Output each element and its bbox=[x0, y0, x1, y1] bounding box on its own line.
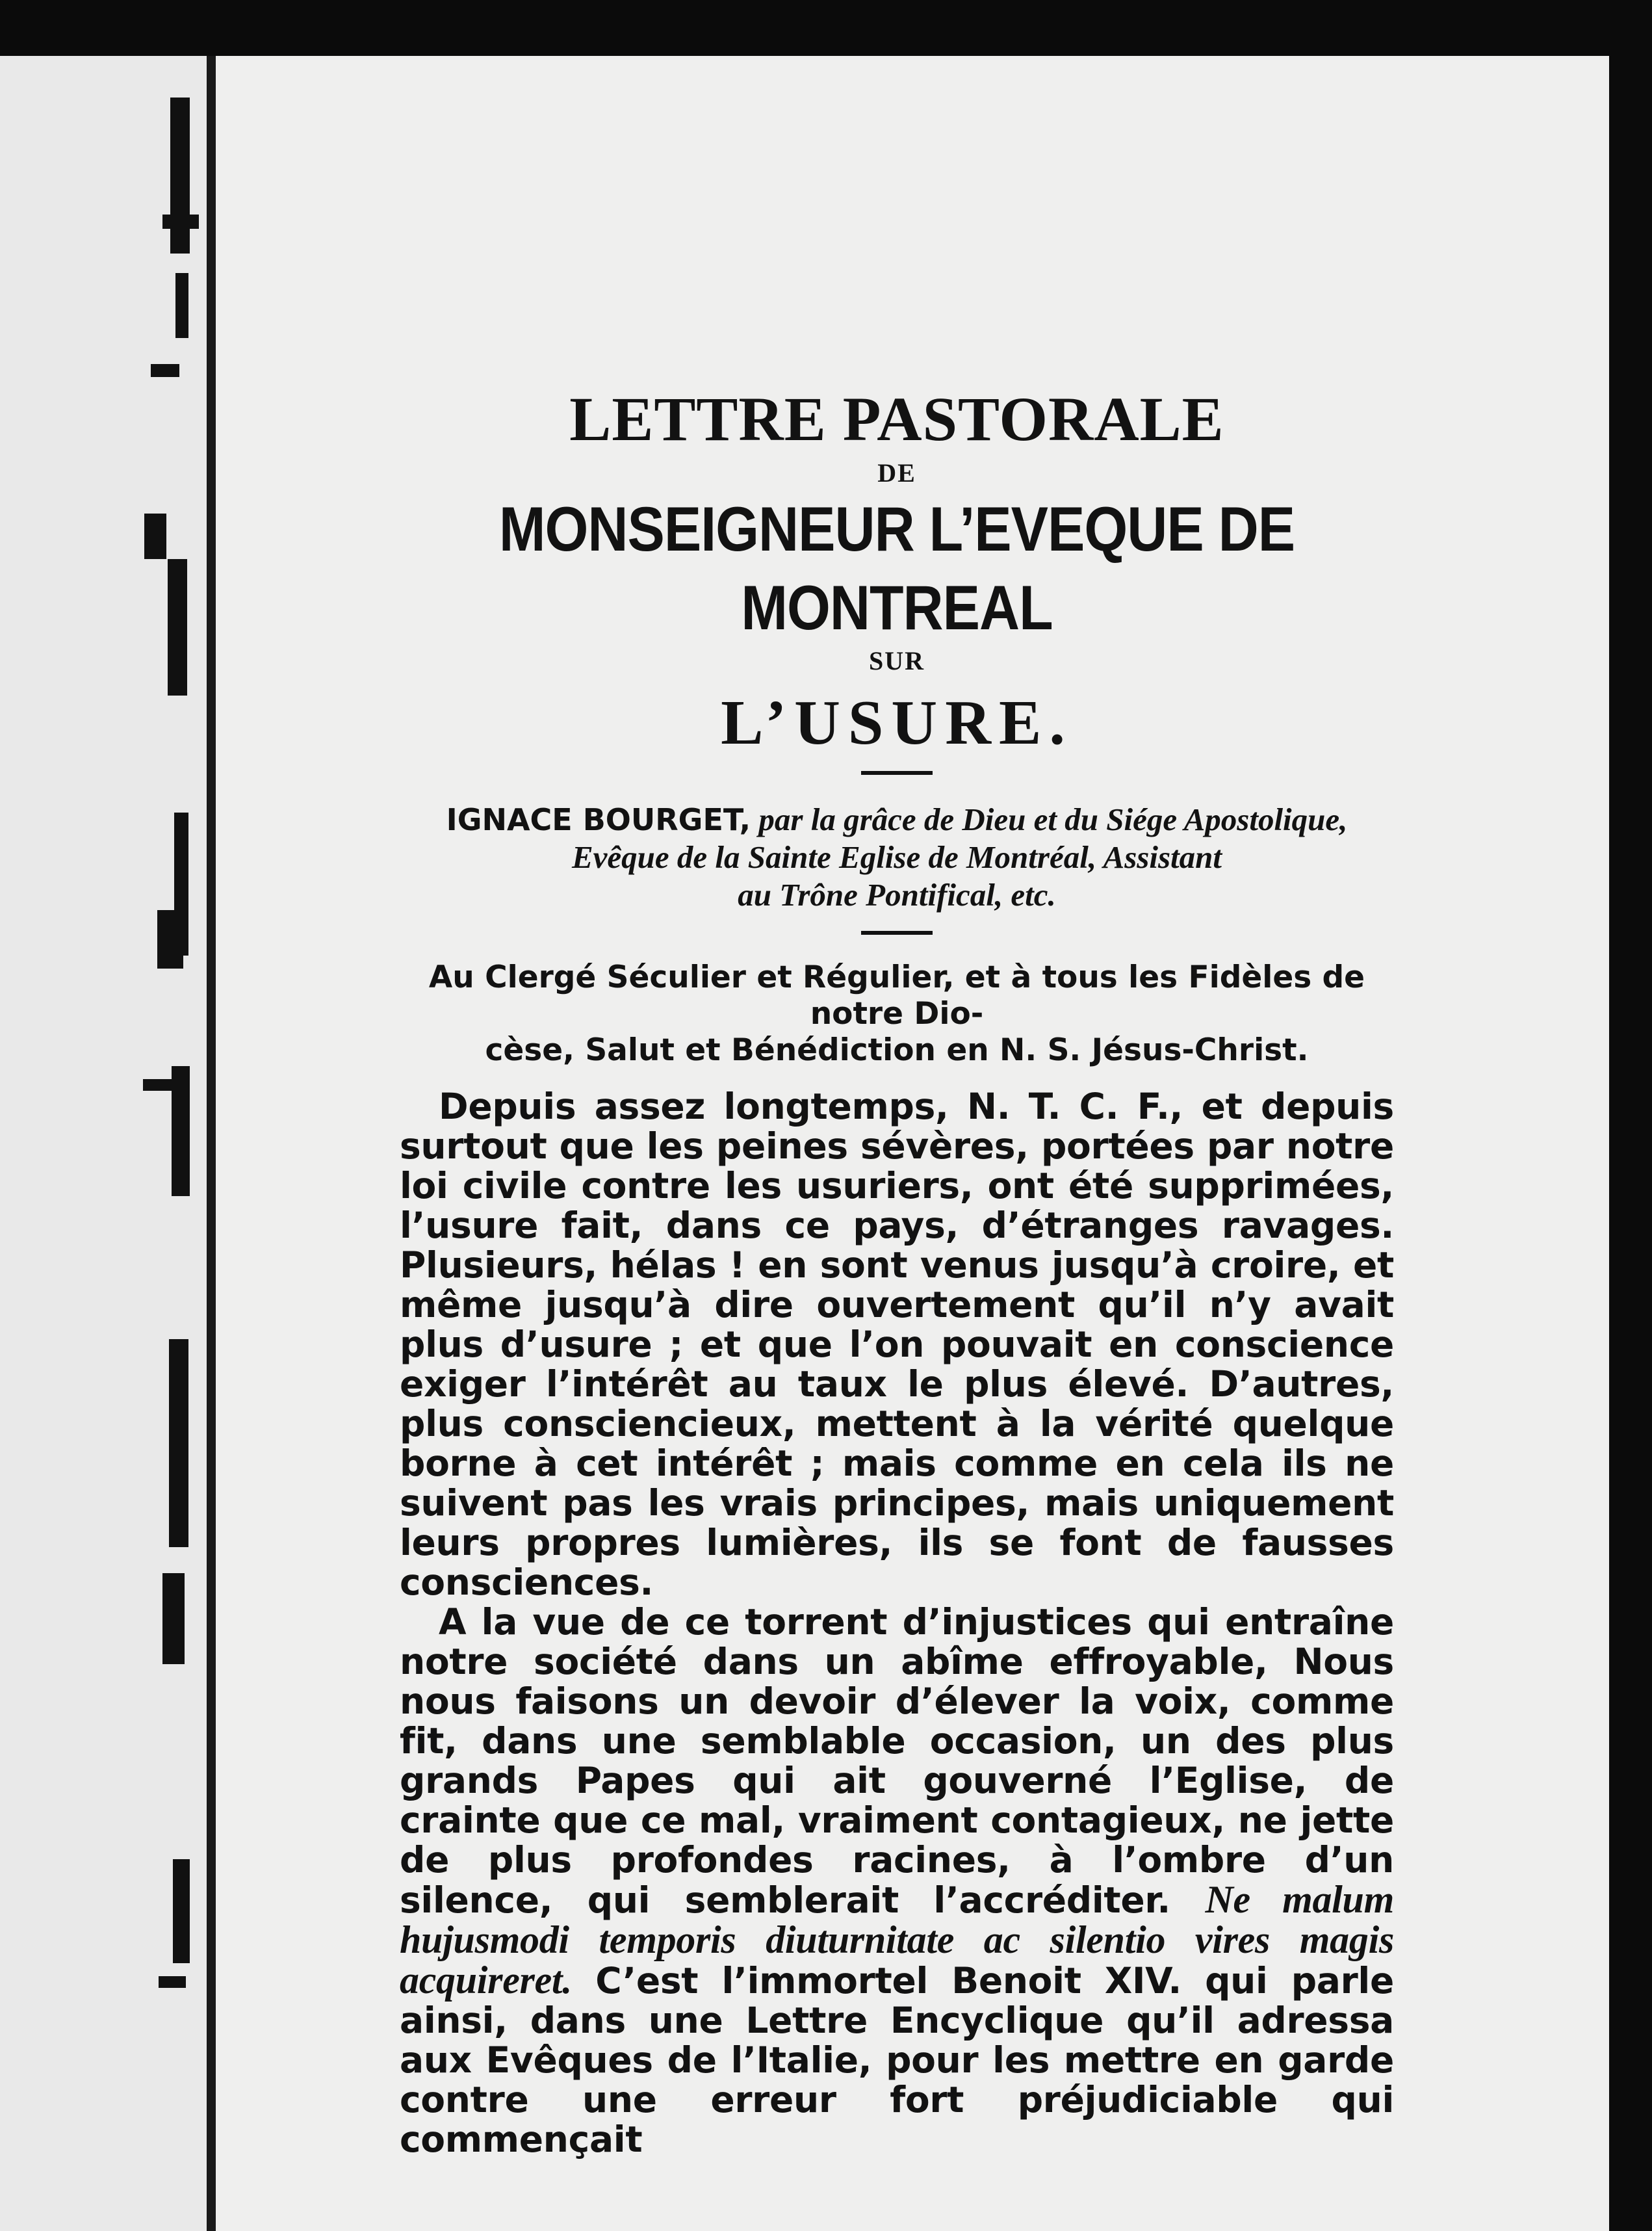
title-sur: SUR bbox=[868, 646, 925, 675]
address-line-1: Au Clergé Séculier et Régulier, et à tous les Fidèles de notre Dio- bbox=[428, 959, 1365, 1032]
right-border bbox=[1609, 0, 1652, 2231]
divider-rule bbox=[861, 931, 933, 935]
author-block bbox=[400, 801, 1394, 914]
title: LETTRE PASTORALE bbox=[569, 384, 1224, 454]
binding-edge bbox=[207, 56, 216, 2231]
address-block bbox=[400, 959, 1394, 1069]
author-line-2: Evêque de la Sainte Eglise de Montréal, Assistant bbox=[571, 839, 1222, 875]
topic-title: L’USURE. bbox=[721, 688, 1073, 758]
subtitle: MONSEIGNEUR L’EVEQUE DE MONTREAL bbox=[498, 494, 1295, 644]
document-content bbox=[400, 384, 1394, 2159]
latin-quote: Ne malum hujusmodi temporis diuturnitate ac silentio vires magis acquireret. bbox=[400, 1878, 1394, 2002]
author-line-3: au Trône Pontifical, etc. bbox=[738, 877, 1056, 913]
title-de: DE bbox=[877, 458, 916, 488]
divider-rule bbox=[861, 771, 933, 775]
author-line-1: par la grâce de Dieu et du Siége Apostolique, bbox=[758, 802, 1348, 837]
paragraph-1: Depuis assez longtemps, N. T. C. F., et depuis surtout que les peines sévères, portées par notre loi civile contre les usuriers, ont été supprimées, l’usure fait, dans ce pays, d’étranges ravages. Plusieurs, hélas ! en sont venus jusqu’à croire, et même jusqu’à dire ouvertement qu’il n’y avait plus d’usure ; et que l’on pouvait en conscience exiger l’intérêt au taux le plus élevé. D’autres, plus consciencieux, mettent à la vérité quelque borne à cet intérêt ; mais comme en cela ils ne suivent pas les vrais principes, mais uniquement leurs propres lumières, ils se font de fausses consciences. bbox=[400, 1086, 1394, 1603]
paragraph-2-end: C’est l’immortel Benoit XIV. qui parle ainsi, dans une Lettre Encyclique qu’il adressa aux Evêques de l’Italie, pour les mettre en garde contre une erreur fort préjudiciable qui commençait bbox=[400, 1960, 1394, 2160]
paragraph-2 bbox=[400, 1602, 1394, 2159]
address-line-2: cèse, Salut et Bénédiction en N. S. Jésus-Christ. bbox=[485, 1032, 1309, 1068]
paragraph-2-start: A la vue de ce torrent d’injustices qui entraîne notre société dans un abîme effroyable, Nous nous faisons un devoir d’élever la voix, comme fit, dans une semblable occasion, un des plus grands Papes qui ait gouverné l’Eglise, de crainte que ce mal, vraiment contagieux, ne jette de plus profondes racines, à l’ombre d’un silence, qui semblerait l’accréditer. bbox=[400, 1601, 1394, 1921]
author-name: IGNACE BOURGET, bbox=[446, 802, 751, 837]
body-text bbox=[400, 1087, 1394, 2159]
